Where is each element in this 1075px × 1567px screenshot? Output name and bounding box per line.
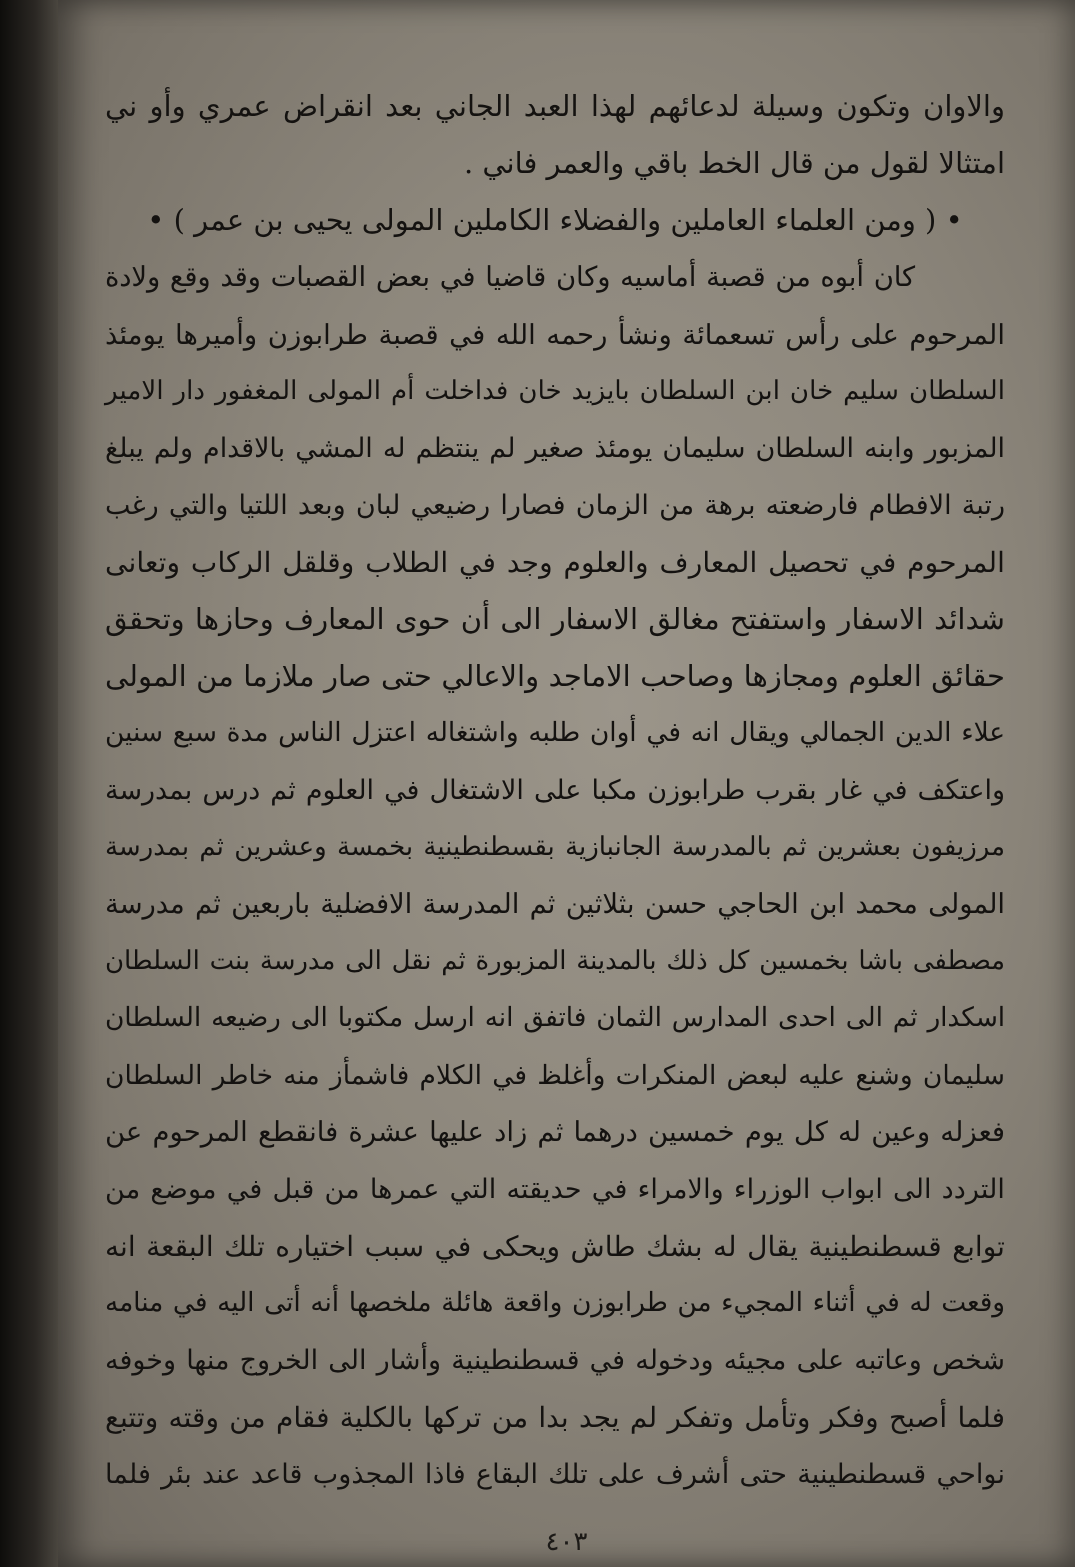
- text-line: حقائق العلوم ومجازها وصاحب الاماجد والاعالي حتى صار ملازما من المولى: [105, 659, 1005, 693]
- section-heading: • ( ومن العلماء العاملين والفضلاء الكاملين المولى يحيى بن عمر ) •: [147, 203, 963, 237]
- page-text: [105, 78, 1005, 1503]
- text-line: المولى محمد ابن الحاجي حسن بثلاثين ثم المدرسة الافضلية باربعين ثم مدرسة: [105, 889, 1005, 920]
- text-line: فلما أصبح وفكر وتأمل وتفكر لم يجد بدا من تركها بالكلية فقام من وقته وتتبع: [105, 1401, 1005, 1434]
- book-binding-shadow: [0, 0, 58, 1567]
- text-line: المرحوم على رأس تسعمائة ونشأ رحمه الله في قصبة طرابوزن وأميرها يومئذ: [105, 318, 1005, 351]
- text-line: مصطفى باشا بخمسين كل ذلك بالمدينة المزبورة ثم نقل الى مدرسة بنت السلطان: [105, 946, 1005, 976]
- text-line: توابع قسطنطينية يقال له بشك طاش ويحكى في سبب اختياره تلك البقعة انه: [105, 1230, 1005, 1263]
- text-line: نواحي قسطنطينية حتى أشرف على تلك البقاع فاذا المجذوب قاعد عند بئر فلما: [105, 1459, 1005, 1490]
- text-line: رتبة الافطام فارضعته برهة من الزمان فصارا رضيعي لبان وبعد اللتيا والتي رغب: [105, 490, 1005, 521]
- text-line: علاء الدين الجمالي ويقال انه في أوان طلبه واشتغاله اعتزل الناس مدة سبع سنين: [105, 718, 1005, 748]
- page-number: ٤٠٣: [545, 1527, 588, 1557]
- text-line: والاوان وتكون وسيلة لدعائهم لهذا العبد الجاني بعد انقراض عمري وأو ني: [105, 89, 1005, 123]
- text-line: المرحوم في تحصيل المعارف والعلوم وجد في الطلاب وقلقل الركاب وتعانى: [105, 546, 1005, 579]
- text-line: التردد الى ابواب الوزراء والامراء في حديقته التي عمرها من قبل في موضع من: [105, 1174, 1005, 1205]
- text-line: مرزيفون بعشرين ثم بالمدرسة الجانبازية بقسطنطينية بخمسة وعشرين ثم بمدرسة: [105, 832, 1005, 862]
- text-line: المزبور وابنه السلطان سليمان يومئذ صغير لم ينتظم له المشي بالاقدام ولم يبلغ: [105, 433, 1005, 464]
- text-line: اسكدار ثم الى احدى المدارس الثمان فاتفق انه ارسل مكتوبا الى رضيعه السلطان: [105, 1003, 1005, 1033]
- text-line: واعتكف في غار بقرب طرابوزن مكبا على الاشتغال في العلوم ثم درس بمدرسة: [105, 775, 1005, 806]
- text-line: كان أبوه من قصبة أماسيه وكان قاضيا في بعض القصبات وقد وقع ولادة: [105, 262, 915, 293]
- text-line: وقعت له في أثناء المجيء من طرابوزن واقعة هائلة ملخصها أنه أتى اليه في منامه: [105, 1288, 1005, 1318]
- text-line: السلطان سليم خان ابن السلطان بايزيد خان فداخلت أم المولى المغفور دار الامير: [105, 376, 1005, 406]
- text-line: شخص وعاتبه على مجيئه ودخوله في قسطنطينية وأشار الى الخروج منها وخوفه: [105, 1345, 1005, 1376]
- text-line: فعزله وعين له كل يوم خمسين درهما ثم زاد عليها عشرة فانقطع المرحوم عن: [105, 1116, 1005, 1148]
- text-line: امتثالا لقول من قال الخط باقي والعمر فاني .: [463, 146, 1005, 180]
- book-page: [58, 0, 1075, 1567]
- text-line: شدائد الاسفار واستفتح مغالق الاسفار الى أن حوى المعارف وحازها وتحقق: [105, 602, 1005, 636]
- text-line: سليمان وشنع عليه لبعض المنكرات وأغلظ في الكلام فاشمأز منه خاطر السلطان: [105, 1060, 1005, 1091]
